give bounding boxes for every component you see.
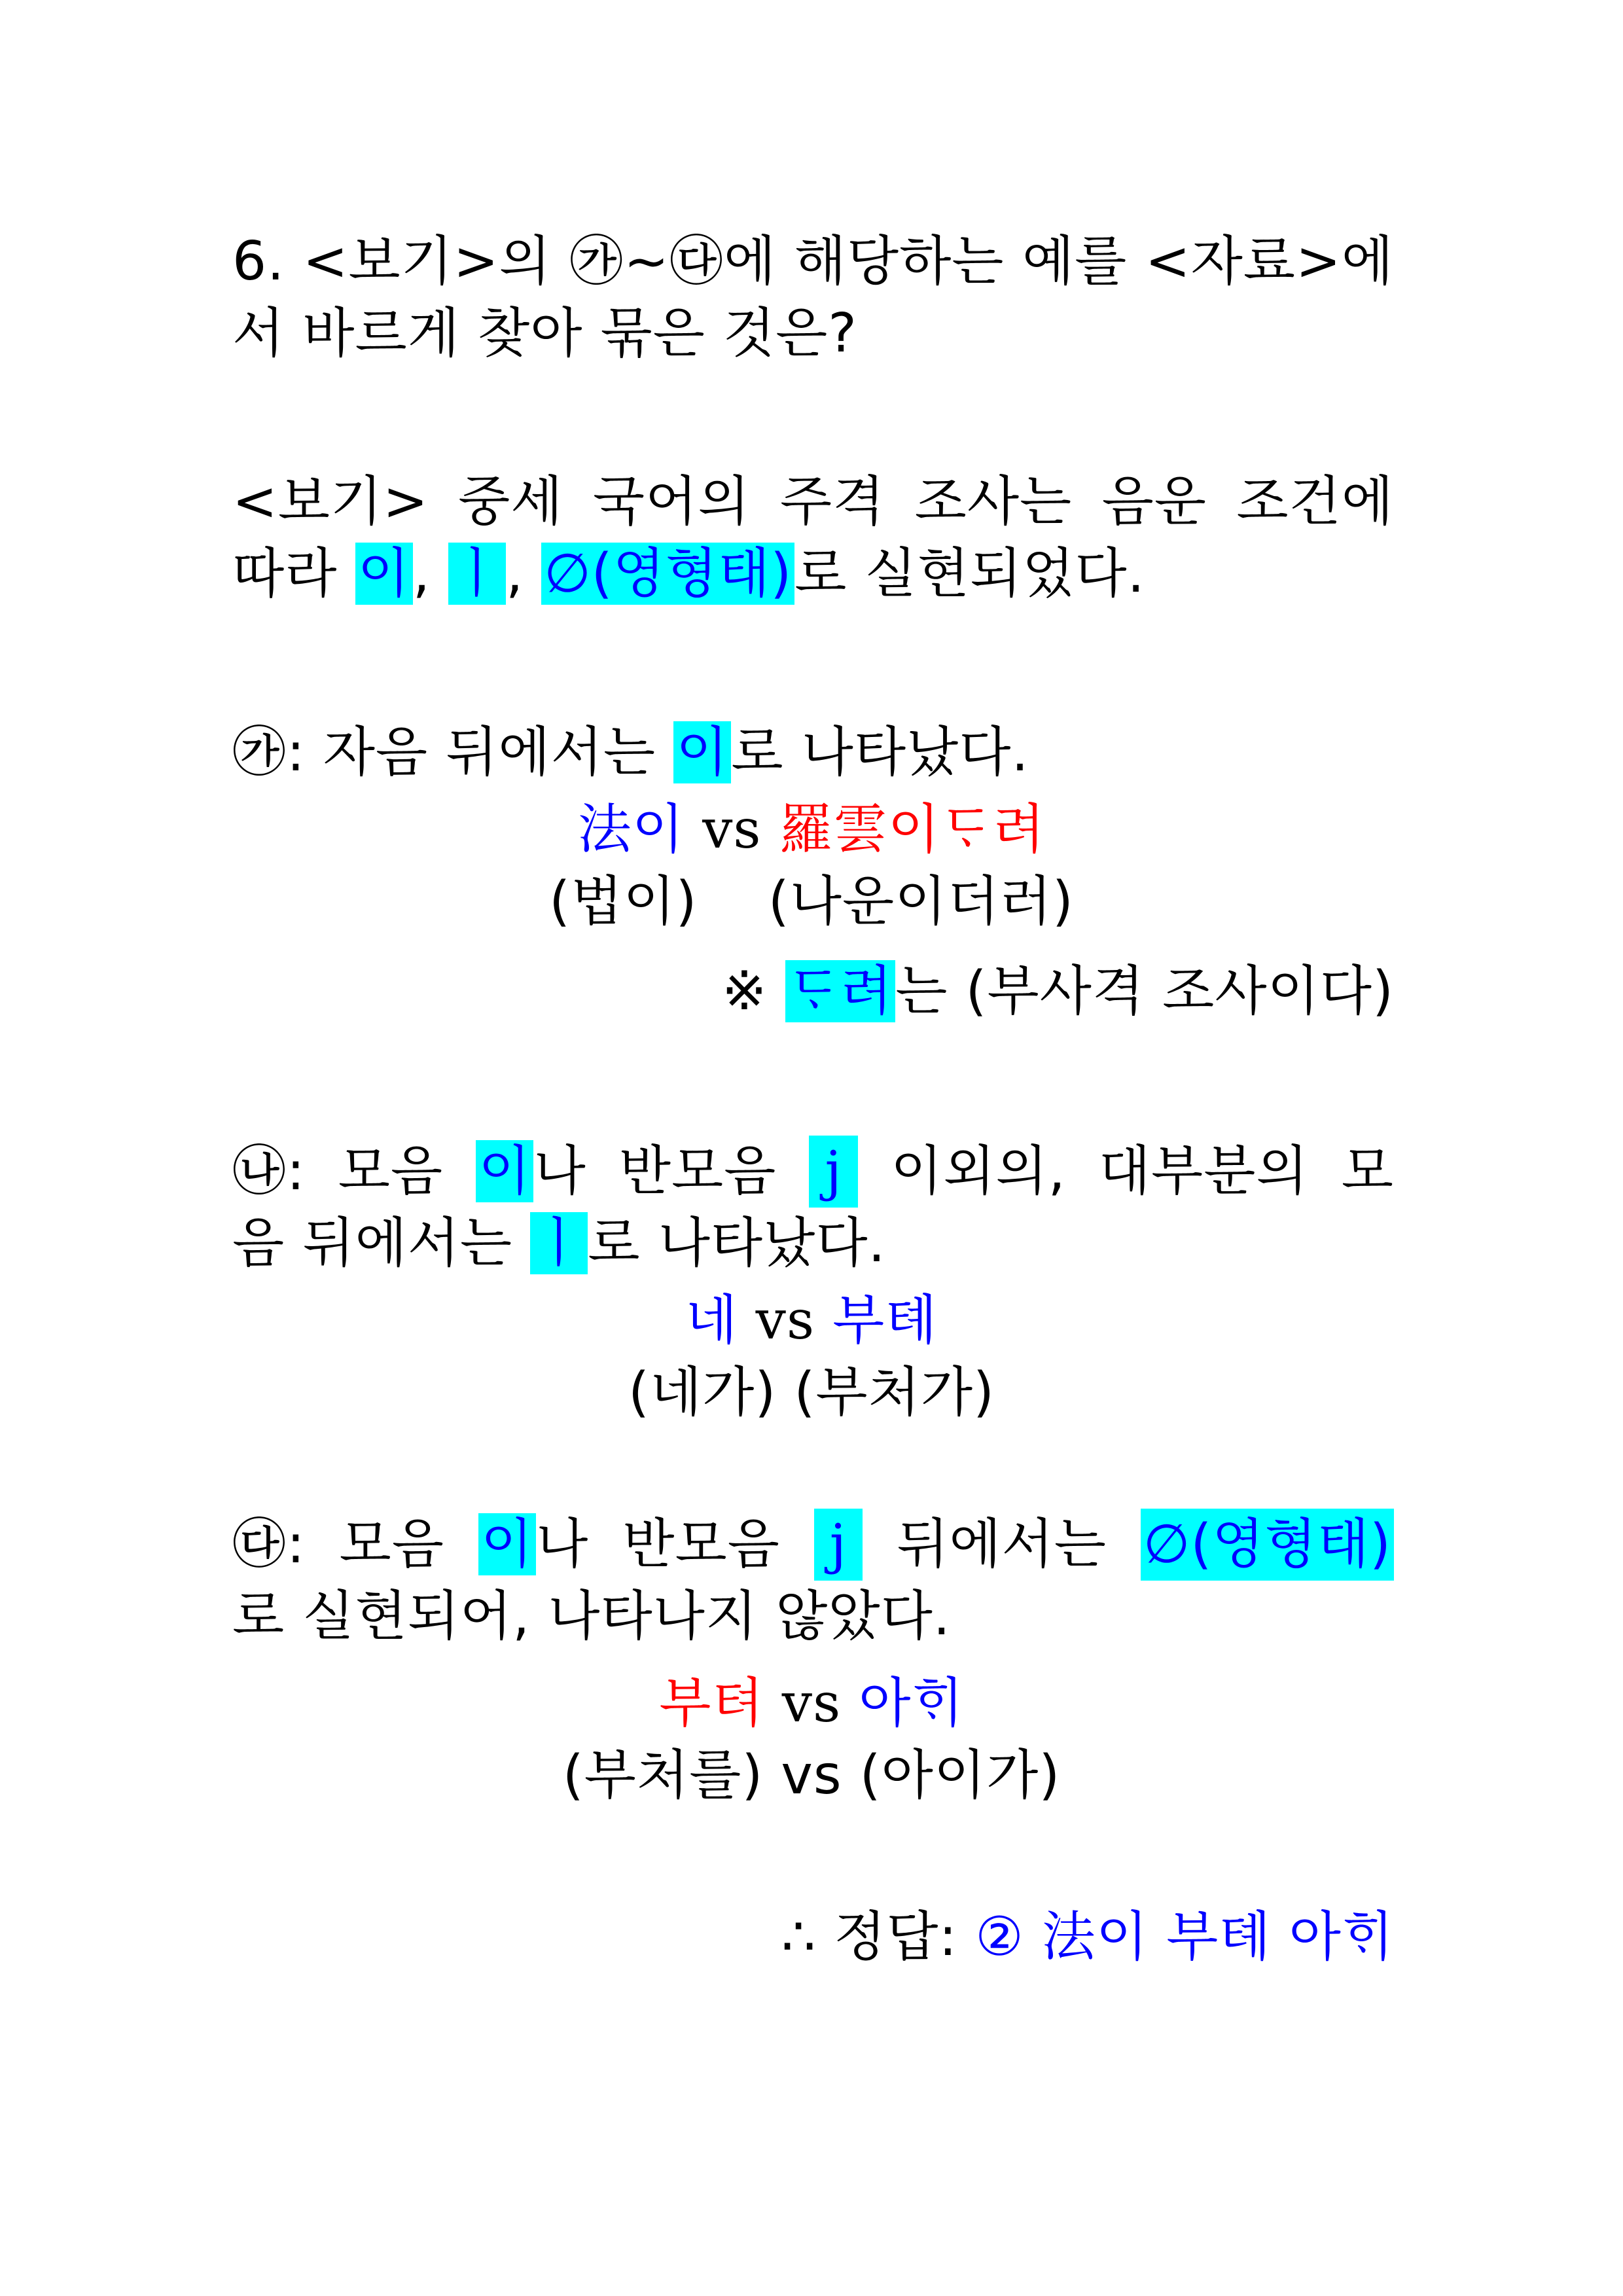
question-word: <자료>에	[1145, 230, 1394, 293]
question-line-1	[232, 226, 1394, 298]
bogi-line-1	[232, 466, 1394, 538]
question-word: 해당하는	[794, 230, 1005, 293]
answer-prefix: ∴ 정답:	[781, 1906, 976, 1968]
ga-example	[0, 794, 1623, 866]
da-gloss	[0, 1740, 1623, 1812]
ga-text: ㉮: 자음 뒤에서는	[232, 721, 674, 783]
ga-highlight: 이	[673, 721, 731, 783]
ga-example-b: 羅雲이ᄃᆞ려	[779, 798, 1046, 861]
bogi-text: 따라	[232, 543, 355, 605]
vs-label: vs	[738, 1289, 833, 1352]
na-word: 모음	[338, 1140, 444, 1202]
ga-note-text: 는 (부사격 조사이다)	[895, 960, 1394, 1022]
bogi-word: 조건에	[1236, 471, 1394, 533]
ga-note	[232, 956, 1394, 1028]
na-highlight-yi: ㅣ	[530, 1212, 588, 1274]
bogi-word: <보기>	[232, 471, 429, 533]
da-highlight-zero: ∅(영형태)	[1141, 1509, 1394, 1581]
ga-label	[232, 717, 1394, 789]
ga-gloss: (법이) (나운이더러)	[549, 870, 1074, 933]
ga-note-highlight: ᄃᆞ려	[785, 960, 895, 1022]
na-line-2	[232, 1208, 1394, 1280]
bogi-word: 중세	[458, 471, 563, 533]
da-word-suffix: 나	[536, 1513, 589, 1575]
da-word: 반모음	[622, 1513, 780, 1575]
na-example	[0, 1285, 1623, 1357]
da-word: 모음	[339, 1513, 444, 1575]
question-word: ㉮~㉰에	[569, 230, 777, 293]
vs-label: vs	[764, 1672, 859, 1734]
highlight-particle-i: 이	[355, 543, 413, 605]
na-highlight-j: j	[809, 1136, 857, 1208]
comma: ,	[412, 543, 448, 605]
bogi-word: 국어의	[592, 471, 751, 533]
na-line-1	[232, 1136, 1394, 1208]
da-word: 뒤에서는	[897, 1513, 1107, 1575]
na-example-b: 부톄	[832, 1289, 938, 1352]
answer-line	[232, 1901, 1394, 1973]
da-gloss-text: (부처를) vs (아이가)	[562, 1744, 1061, 1806]
bogi-word: 주격	[779, 471, 885, 533]
na-highlight-i: 이	[476, 1140, 533, 1202]
bogi-line-2	[232, 538, 1394, 610]
da-line-1	[232, 1509, 1394, 1581]
na-gloss: (네가) (부처가)	[628, 1361, 995, 1424]
na-word: 반모음	[618, 1140, 777, 1202]
da-example-a: 부텨	[659, 1672, 764, 1734]
bogi-word: 조사는	[914, 471, 1073, 533]
na-word: 대부분의	[1098, 1140, 1309, 1202]
question-line-2: 서 바르게 찾아 묶은 것은?	[232, 302, 857, 365]
da-line-2: 로 실현되어, 나타나지 않았다.	[232, 1585, 951, 1647]
comma: ,	[506, 543, 542, 605]
highlight-particle-zero: ∅(영형태)	[541, 543, 794, 605]
highlight-particle-yi: ㅣ	[448, 543, 506, 605]
na-word	[476, 1136, 586, 1208]
da-highlight-i: 이	[478, 1513, 536, 1575]
da-word: ㉰:	[232, 1513, 306, 1575]
da-example-b: 아ᄒᆡ	[859, 1672, 964, 1734]
bogi-text: 로 실현되었다.	[794, 543, 1145, 605]
da-word	[478, 1509, 588, 1581]
answer-value: ② 法이 부톄 아ᄒᆡ	[975, 1906, 1394, 1968]
na-word: ㉯:	[232, 1140, 306, 1202]
na-example-a: 네	[685, 1289, 738, 1352]
vs-label: vs	[685, 798, 779, 861]
note-mark: ※	[721, 960, 785, 1022]
na-text: 음 뒤에서는	[232, 1212, 531, 1274]
ga-text: 로 나타났다.	[731, 721, 1029, 783]
na-word-suffix: 나	[533, 1140, 586, 1202]
bogi-word: 음운	[1101, 471, 1207, 533]
question-word: <보기>의	[302, 230, 552, 293]
na-text: 로 나타났다.	[588, 1212, 886, 1274]
question-word: 6.	[232, 230, 285, 293]
na-word: 모	[1341, 1140, 1394, 1202]
question-word: 예를	[1022, 230, 1128, 293]
na-word: 이외의,	[890, 1140, 1066, 1202]
da-highlight-j: j	[814, 1509, 863, 1581]
da-example	[0, 1668, 1623, 1740]
ga-example-a: 法이	[577, 798, 685, 861]
